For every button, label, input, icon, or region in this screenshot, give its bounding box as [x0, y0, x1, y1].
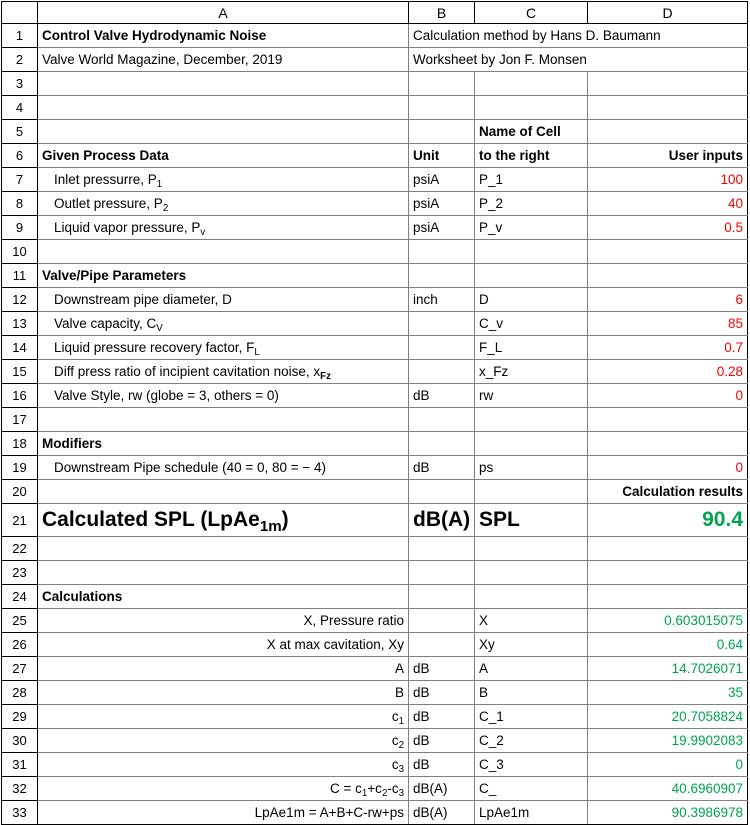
row-header-12[interactable]: 12	[2, 288, 38, 312]
cell-b26-unit[interactable]	[409, 633, 475, 657]
cell-b6-unit[interactable]: Unit	[409, 144, 475, 168]
table-row	[2, 216, 748, 240]
row-header-25[interactable]: 25	[2, 609, 38, 633]
label-subscript: 2	[398, 740, 404, 752]
cell-b13-unit[interactable]	[409, 312, 475, 336]
label-text: Outlet pressure, P	[54, 196, 163, 211]
label-text: Inlet pressurre, P	[54, 172, 157, 187]
label-text: Liquid pressure recovery factor, F	[54, 340, 255, 355]
table-row	[2, 336, 748, 360]
row-header-14[interactable]: 14	[2, 336, 38, 360]
label-text: Liquid vapor pressure, P	[54, 220, 201, 235]
cell-c28-name[interactable]: B	[475, 681, 588, 705]
row-header-29[interactable]: 29	[2, 705, 38, 729]
cell-a14-label[interactable]	[38, 336, 409, 360]
row-header-4[interactable]: 4	[2, 96, 38, 120]
cell-b22[interactable]	[409, 537, 475, 561]
cell-d22[interactable]	[588, 537, 748, 561]
cell-a24-calculations[interactable]: Calculations	[38, 585, 409, 609]
cell-d31-value[interactable]: 0	[588, 753, 748, 777]
cell-a9-label[interactable]	[38, 216, 409, 240]
cell-b24[interactable]	[409, 585, 475, 609]
row-header-11[interactable]: 11	[2, 264, 38, 288]
cell-c22[interactable]	[475, 537, 588, 561]
table-row	[2, 537, 748, 561]
table-row	[2, 801, 748, 825]
table-row	[2, 456, 748, 480]
table-row	[2, 633, 748, 657]
cell-c6-to-the-right[interactable]: to the right	[475, 144, 588, 168]
cell-b2-worksheet-credit[interactable]: Worksheet by Jon F. Monsen	[409, 48, 748, 72]
column-header-a[interactable]: A	[38, 2, 409, 24]
table-row	[2, 777, 748, 801]
cell-b11[interactable]	[409, 264, 475, 288]
cell-b23[interactable]	[409, 561, 475, 585]
cell-d32-value[interactable]: 40.6960907	[588, 777, 748, 801]
cell-b4[interactable]	[409, 96, 475, 120]
row-header-31[interactable]: 31	[2, 753, 38, 777]
row-header-18[interactable]: 18	[2, 432, 38, 456]
cell-c11[interactable]	[475, 264, 588, 288]
column-header-d[interactable]: D	[588, 2, 748, 24]
table-row	[2, 384, 748, 408]
cell-b29-unit[interactable]: dB	[409, 705, 475, 729]
cell-c24[interactable]	[475, 585, 588, 609]
cell-a29-label[interactable]	[38, 705, 409, 729]
cell-a31-label[interactable]	[38, 753, 409, 777]
cell-d15-value[interactable]: 0.28	[588, 360, 748, 384]
table-row	[2, 609, 748, 633]
cell-a10[interactable]	[38, 240, 409, 264]
cell-d30-value[interactable]: 19.9902083	[588, 729, 748, 753]
table-row	[2, 24, 748, 48]
cell-a19-label[interactable]: Downstream Pipe schedule (40 = 0, 80 = − 4)	[38, 456, 409, 480]
row-header-22[interactable]: 22	[2, 537, 38, 561]
cell-a12-label[interactable]	[38, 288, 409, 312]
label-text: C = c	[330, 781, 362, 796]
cell-c4[interactable]	[475, 96, 588, 120]
cell-c30-name[interactable]: C_2	[475, 729, 588, 753]
cell-d3[interactable]	[588, 72, 748, 96]
cell-a11-valve-pipe-parameters[interactable]: Valve/Pipe Parameters	[38, 264, 409, 288]
cell-c18[interactable]	[475, 432, 588, 456]
cell-a21-calculated-spl-label[interactable]	[38, 504, 409, 537]
table-row	[2, 681, 748, 705]
cell-d14-value[interactable]: 0.7	[588, 336, 748, 360]
cell-c26-name[interactable]: Xy	[475, 633, 588, 657]
table-row	[2, 729, 748, 753]
cell-b9-unit[interactable]: psiA	[409, 216, 475, 240]
table-row	[2, 753, 748, 777]
row-header-7[interactable]: 7	[2, 168, 38, 192]
table-row	[2, 312, 748, 336]
cell-d10[interactable]	[588, 240, 748, 264]
cell-b14-unit[interactable]	[409, 336, 475, 360]
cell-b7-unit[interactable]: psiA	[409, 168, 475, 192]
row-header-5[interactable]: 5	[2, 120, 38, 144]
cell-d13-value[interactable]: 85	[588, 312, 748, 336]
cell-a1[interactable]: Control Valve Hydrodynamic Noise	[38, 24, 409, 48]
label-subscript: Fz	[320, 371, 331, 383]
label-text: c	[391, 757, 399, 772]
column-header-row	[2, 2, 748, 24]
cell-c17[interactable]	[475, 408, 588, 432]
cell-b28-unit[interactable]: dB	[409, 681, 475, 705]
row-header-27[interactable]: 27	[2, 657, 38, 681]
cell-d12-value[interactable]: 6	[588, 288, 748, 312]
cell-d20-calculation-results[interactable]: Calculation results	[588, 480, 748, 504]
row-header-33[interactable]: 33	[2, 801, 38, 825]
select-all-corner[interactable]	[2, 2, 38, 24]
row-header-6[interactable]: 6	[2, 144, 38, 168]
cell-c15-name[interactable]: x_Fz	[475, 360, 588, 384]
cell-d33-value[interactable]: 90.3986978	[588, 801, 748, 825]
table-row-result	[2, 504, 748, 537]
cell-b20[interactable]	[409, 480, 475, 504]
cell-a17[interactable]	[38, 408, 409, 432]
label-subscript: 1	[156, 179, 163, 191]
cell-d23[interactable]	[588, 561, 748, 585]
cell-d18[interactable]	[588, 432, 748, 456]
label-text: Valve capacity, C	[54, 316, 157, 331]
row-header-3[interactable]: 3	[2, 72, 38, 96]
table-row	[2, 585, 748, 609]
cell-a18-modifiers[interactable]: Modifiers	[38, 432, 409, 456]
cell-c13-name[interactable]: C_v	[475, 312, 588, 336]
row-header-15[interactable]: 15	[2, 360, 38, 384]
table-row	[2, 120, 748, 144]
cell-a6-given-process-data[interactable]: Given Process Data	[38, 144, 409, 168]
label-text: c	[391, 733, 399, 748]
cell-c21-name[interactable]: SPL	[475, 504, 588, 537]
cell-a30-label[interactable]	[38, 729, 409, 753]
row-header-1[interactable]: 1	[2, 24, 38, 48]
cell-c16-name[interactable]: rw	[475, 384, 588, 408]
cell-d24[interactable]	[588, 585, 748, 609]
cell-b18[interactable]	[409, 432, 475, 456]
row-header-17[interactable]: 17	[2, 408, 38, 432]
label-text-mid: +c	[367, 781, 382, 796]
cell-c7-name[interactable]: P_1	[475, 168, 588, 192]
cell-a7-label[interactable]	[38, 168, 409, 192]
cell-d25-value[interactable]: 0.603015075	[588, 609, 748, 633]
cell-d17[interactable]	[588, 408, 748, 432]
cell-c23[interactable]	[475, 561, 588, 585]
cell-a27-label[interactable]: A	[38, 657, 409, 681]
cell-c14-name[interactable]: F_L	[475, 336, 588, 360]
row-header-21[interactable]: 21	[2, 504, 38, 537]
label-subscript: 1	[398, 716, 404, 728]
cell-b3[interactable]	[409, 72, 475, 96]
cell-a23[interactable]	[38, 561, 409, 585]
cell-c19-name[interactable]: ps	[475, 456, 588, 480]
cell-d19-value[interactable]: 0	[588, 456, 748, 480]
table-row	[2, 240, 748, 264]
label-subscript: 2	[162, 203, 169, 215]
cell-b8-unit[interactable]: psiA	[409, 192, 475, 216]
cell-c25-name[interactable]: X	[475, 609, 588, 633]
row-header-13[interactable]: 13	[2, 312, 38, 336]
cell-a32-label[interactable]	[38, 777, 409, 801]
label-text-mid2: -c	[387, 781, 399, 796]
cell-c32-name[interactable]: C_	[475, 777, 588, 801]
spreadsheet	[0, 1, 750, 820]
label-subscript-3: 3	[398, 788, 404, 800]
cell-a4[interactable]	[38, 96, 409, 120]
cell-d9-value[interactable]: 0.5	[588, 216, 748, 240]
label-subscript: 3	[398, 764, 404, 776]
label-text: c	[391, 709, 399, 724]
table-row	[2, 705, 748, 729]
cell-a16-label[interactable]: Valve Style, rw (globe = 3, others = 0)	[38, 384, 409, 408]
table-row	[2, 144, 748, 168]
cell-a3[interactable]	[38, 72, 409, 96]
table-row	[2, 96, 748, 120]
cell-b32-unit[interactable]: dB(A)	[409, 777, 475, 801]
cell-a5[interactable]	[38, 120, 409, 144]
table-row	[2, 480, 748, 504]
table-row	[2, 264, 748, 288]
cell-b27-unit[interactable]: dB	[409, 657, 475, 681]
cell-b30-unit[interactable]: dB	[409, 729, 475, 753]
row-header-28[interactable]: 28	[2, 681, 38, 705]
cell-b15-unit[interactable]	[409, 360, 475, 384]
table-row	[2, 657, 748, 681]
label-subscript: v	[200, 227, 206, 239]
cell-b33-unit[interactable]: dB(A)	[409, 801, 475, 825]
cell-d11[interactable]	[588, 264, 748, 288]
cell-d26-value[interactable]: 0.64	[588, 633, 748, 657]
cell-a25-label[interactable]: X, Pressure ratio	[38, 609, 409, 633]
cell-b19-unit[interactable]: dB	[409, 456, 475, 480]
cell-b31-unit[interactable]: dB	[409, 753, 475, 777]
label-text-post: )	[281, 508, 289, 531]
cell-b25-unit[interactable]	[409, 609, 475, 633]
column-header-c[interactable]: C	[475, 2, 588, 24]
cell-a15-label[interactable]	[38, 360, 409, 384]
row-header-20[interactable]: 20	[2, 480, 38, 504]
label-subscript-1: 1	[361, 788, 368, 800]
cell-a20[interactable]	[38, 480, 409, 504]
cell-b21-unit[interactable]: dB(A)	[409, 504, 475, 537]
cell-c9-name[interactable]: P_v	[475, 216, 588, 240]
table-row	[2, 168, 748, 192]
cell-a13-label[interactable]	[38, 312, 409, 336]
row-header-32[interactable]: 32	[2, 777, 38, 801]
cell-c3[interactable]	[475, 72, 588, 96]
table-row	[2, 72, 748, 96]
label-text: Calculated SPL (LpAe	[42, 508, 260, 531]
cell-d21-spl-value[interactable]: 90.4	[588, 504, 748, 537]
row-header-16[interactable]: 16	[2, 384, 38, 408]
cell-d4[interactable]	[588, 96, 748, 120]
cell-d8-value[interactable]: 40	[588, 192, 748, 216]
table-row	[2, 432, 748, 456]
row-header-2[interactable]: 2	[2, 48, 38, 72]
label-text: Diff press ratio of incipient cavitation noise, x	[54, 364, 321, 379]
cell-b12-unit[interactable]: inch	[409, 288, 475, 312]
row-header-8[interactable]: 8	[2, 192, 38, 216]
cell-c33-name[interactable]: LpAe1m	[475, 801, 588, 825]
row-header-19[interactable]: 19	[2, 456, 38, 480]
cell-a26-label[interactable]: X at max cavitation, Xy	[38, 633, 409, 657]
cell-c12-name[interactable]: D	[475, 288, 588, 312]
cell-b5[interactable]	[409, 120, 475, 144]
cell-c29-name[interactable]: C_1	[475, 705, 588, 729]
cell-a33-label[interactable]: LpAe1m = A+B+C-rw+ps	[38, 801, 409, 825]
cell-b10[interactable]	[409, 240, 475, 264]
cell-c8-name[interactable]: P_2	[475, 192, 588, 216]
table-row	[2, 192, 748, 216]
cell-c5-name-of-cell[interactable]: Name of Cell	[475, 120, 588, 144]
label-text: Downstream pipe diameter, D	[54, 292, 232, 307]
table-row	[2, 561, 748, 585]
column-header-b[interactable]: B	[409, 2, 475, 24]
cell-d28-value[interactable]: 35	[588, 681, 748, 705]
cell-d7-value[interactable]: 100	[588, 168, 748, 192]
cell-c31-name[interactable]: C_3	[475, 753, 588, 777]
table-row	[2, 288, 748, 312]
row-header-23[interactable]: 23	[2, 561, 38, 585]
cell-c20[interactable]	[475, 480, 588, 504]
table-row	[2, 360, 748, 384]
table-row	[2, 408, 748, 432]
label-subscript: L	[254, 347, 260, 359]
row-header-9[interactable]: 9	[2, 216, 38, 240]
spreadsheet-grid	[1, 1, 748, 825]
row-header-10[interactable]: 10	[2, 240, 38, 264]
row-header-26[interactable]: 26	[2, 633, 38, 657]
cell-b1-method-credit[interactable]: Calculation method by Hans D. Baumann	[409, 24, 748, 48]
label-subscript-2: 2	[381, 788, 388, 800]
cell-c10[interactable]	[475, 240, 588, 264]
cell-d29-value[interactable]: 20.7058824	[588, 705, 748, 729]
row-header-24[interactable]: 24	[2, 585, 38, 609]
label-subscript: V	[156, 323, 163, 335]
cell-d16-value[interactable]: 0	[588, 384, 748, 408]
table-row	[2, 48, 748, 72]
cell-a28-label[interactable]: B	[38, 681, 409, 705]
cell-b16-unit[interactable]: dB	[409, 384, 475, 408]
cell-a8-label[interactable]	[38, 192, 409, 216]
row-header-30[interactable]: 30	[2, 729, 38, 753]
cell-a2[interactable]: Valve World Magazine, December, 2019	[38, 48, 409, 72]
cell-a22[interactable]	[38, 537, 409, 561]
cell-d5[interactable]	[588, 120, 748, 144]
cell-b17[interactable]	[409, 408, 475, 432]
label-subscript: 1m	[259, 517, 282, 535]
cell-c27-name[interactable]: A	[475, 657, 588, 681]
cell-d27-value[interactable]: 14.7026071	[588, 657, 748, 681]
cell-d6-user-inputs[interactable]: User inputs	[588, 144, 748, 168]
